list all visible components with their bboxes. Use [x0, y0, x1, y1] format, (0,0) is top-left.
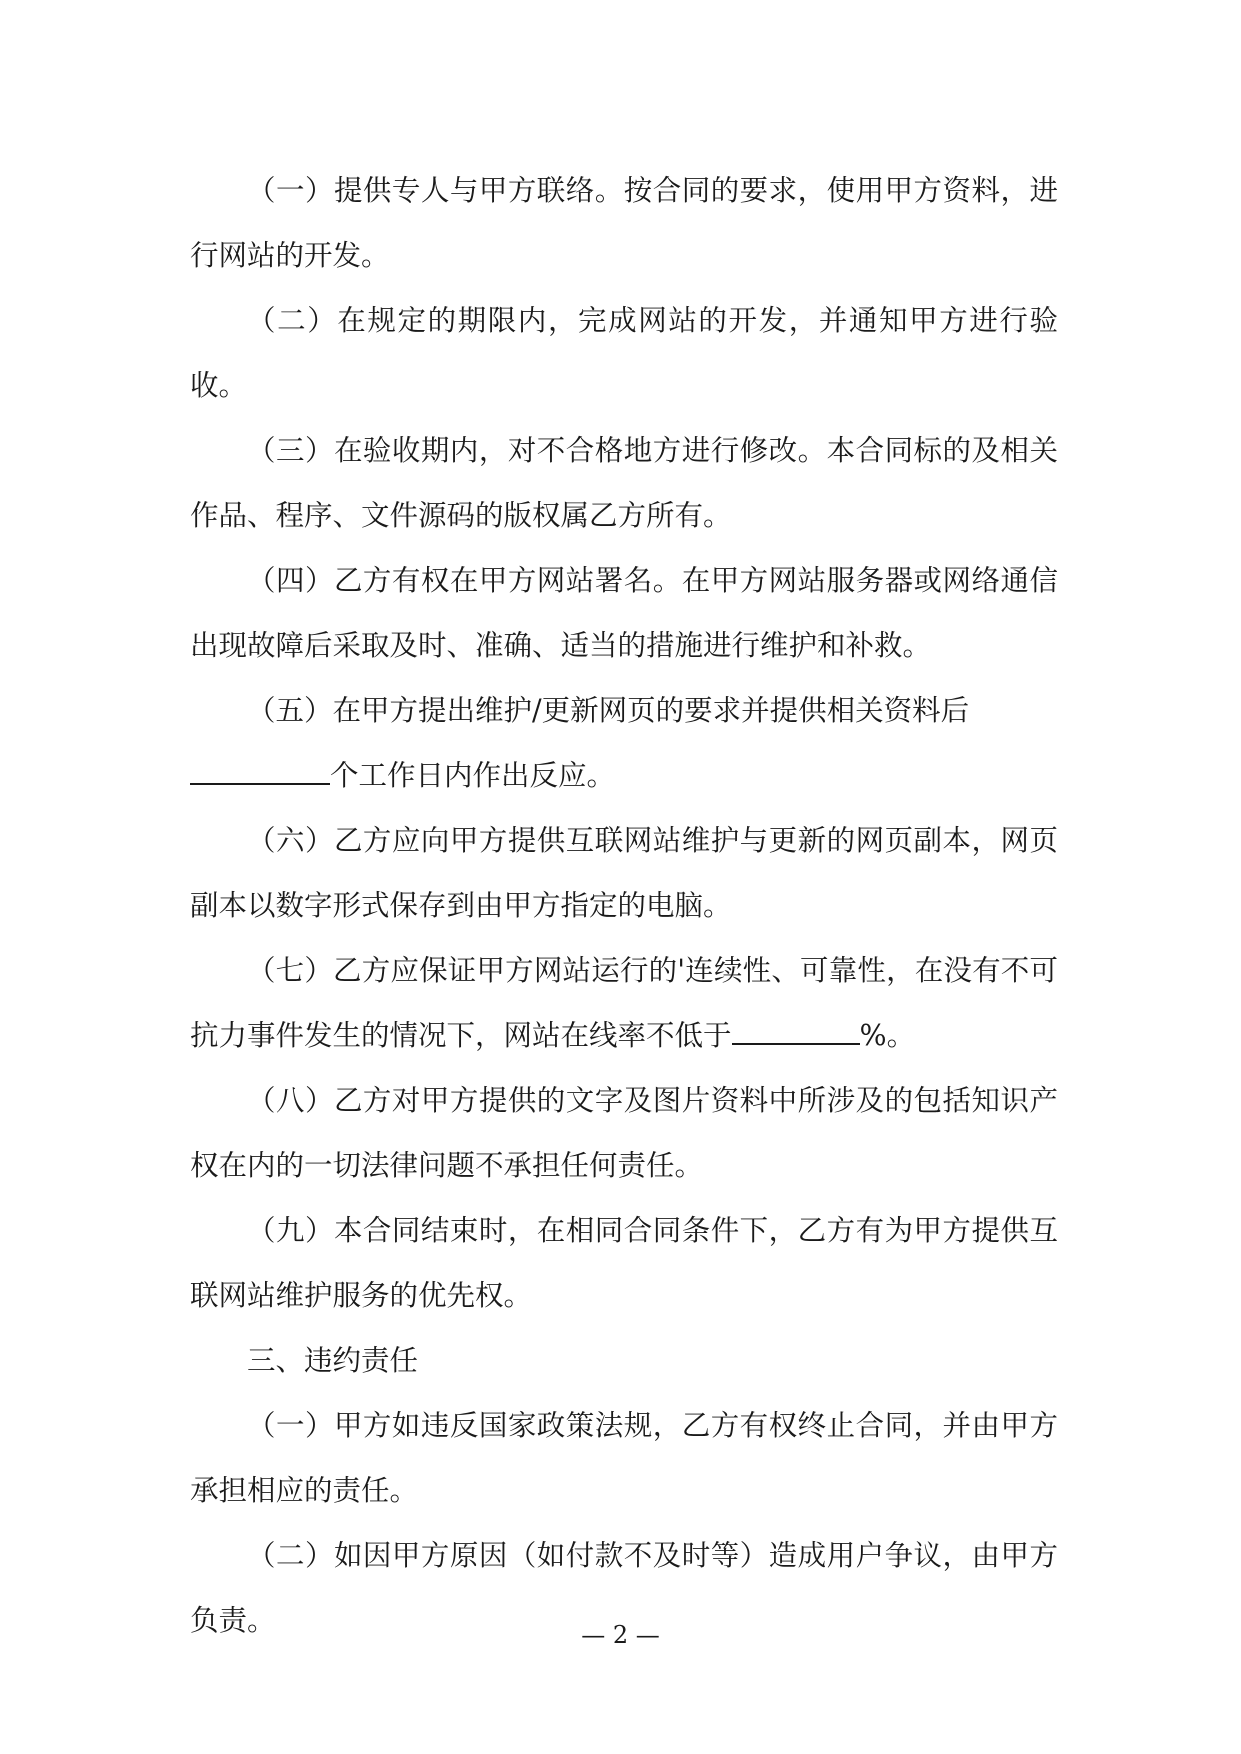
clause-3-1: （一）甲方如违反国家政策法规，乙方有权终止合同，并由甲方承担相应的责任。	[190, 1409, 1058, 1507]
section-heading-breach: 三、违约责任	[247, 1344, 419, 1377]
clause-2-4: （四）乙方有权在甲方网站署名。在甲方网站服务器或网络通信出现故障后采取及时、准确、适当的措施进行维护和补救。	[190, 564, 1058, 662]
clause-2-2: （二）在规定的期限内，完成网站的开发，并通知甲方进行验收。	[190, 304, 1058, 402]
clause-2-3: （三）在验收期内，对不合格地方进行修改。本合同标的及相关作品、程序、文件源码的版权属乙方所有。	[190, 434, 1058, 532]
clause-2-7	[190, 938, 1058, 1068]
document-body	[190, 158, 1058, 1653]
clause-3-2: （二）如因甲方原因（如付款不及时等）造成用户争议，由甲方负责。	[190, 1539, 1058, 1637]
clause-2-5	[190, 678, 1058, 808]
clause-2-1: （一）提供专人与甲方联络。按合同的要求，使用甲方资料，进行网站的开发。	[190, 174, 1058, 272]
page-number: — 2 —	[581, 1621, 660, 1649]
clause-2-5-after: 个工作日内作出反应。	[330, 759, 616, 792]
clause-2-8: （八）乙方对甲方提供的文字及图片资料中所涉及的包括知识产权在内的一切法律问题不承担任何责任。	[190, 1084, 1058, 1182]
clause-2-6: （六）乙方应向甲方提供互联网站维护与更新的网页副本，网页副本以数字形式保存到由甲方指定的电脑。	[190, 824, 1058, 922]
clause-2-7-after: %。	[859, 1019, 916, 1052]
clause-2-7-before: （七）乙方应保证甲方网站运行的'连续性、可靠性，在没有不可抗力事件发生的情况下，网站在线率不低于	[190, 954, 1058, 1052]
fill-blank-uptime	[732, 1017, 860, 1045]
clause-2-5-before: （五）在甲方提出维护/更新网页的要求并提供相关资料后	[247, 694, 970, 727]
clause-2-9: （九）本合同结束时，在相同合同条件下，乙方有为甲方提供互联网站维护服务的优先权。	[190, 1214, 1058, 1312]
fill-blank-days	[190, 757, 330, 785]
